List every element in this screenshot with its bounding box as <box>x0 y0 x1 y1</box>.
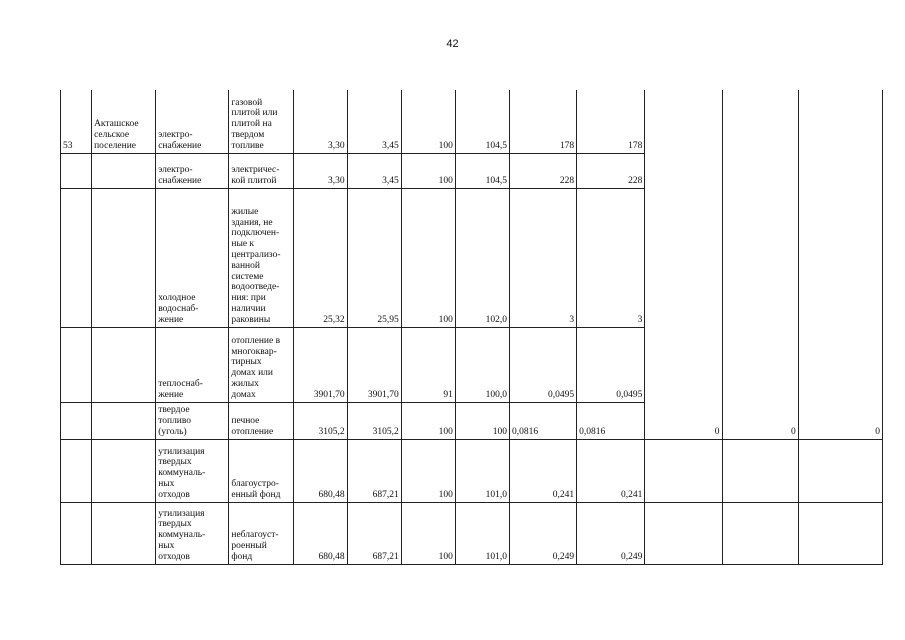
merged-value-cell: 0 <box>645 90 722 439</box>
value-cell: 0,249 <box>510 502 577 564</box>
empty-cell <box>798 439 882 502</box>
value-cell: 100 <box>401 153 455 188</box>
page-number: 42 <box>446 38 459 50</box>
service-cell: утилизация твердых коммуналь- ных отходов <box>156 439 229 502</box>
value-cell: 687,21 <box>347 502 401 564</box>
value-cell: 100 <box>455 402 509 439</box>
value-cell: 102,0 <box>455 188 509 327</box>
value-cell: 3,45 <box>347 153 401 188</box>
value-cell: 0,249 <box>577 502 645 564</box>
row-number <box>61 402 92 439</box>
value-cell: 3901,70 <box>347 327 401 402</box>
value-cell: 25,95 <box>347 188 401 327</box>
value-cell: 0,241 <box>577 439 645 502</box>
value-cell: 0,0816 <box>577 402 645 439</box>
empty-cell <box>798 502 882 564</box>
value-cell: 228 <box>510 153 577 188</box>
value-cell: 0,0816 <box>510 402 577 439</box>
settlement-name: Акташское сельское поселение <box>92 90 156 153</box>
row-number <box>61 502 92 564</box>
value-cell: 3 <box>510 188 577 327</box>
settlement-name <box>92 327 156 402</box>
value-cell: 100 <box>401 90 455 153</box>
service-cell: холодное водоснаб- жение <box>156 188 229 327</box>
settlement-name <box>92 153 156 188</box>
settlement-name <box>92 188 156 327</box>
value-cell: 680,48 <box>293 502 347 564</box>
tariff-table <box>60 90 883 565</box>
row-number <box>61 188 92 327</box>
value-cell: 178 <box>577 90 645 153</box>
empty-cell <box>645 439 722 502</box>
description-cell: благоустро- енный фонд <box>229 439 293 502</box>
value-cell: 100 <box>401 188 455 327</box>
settlement-name <box>92 502 156 564</box>
value-cell: 3,30 <box>293 153 347 188</box>
value-cell: 0,0495 <box>577 327 645 402</box>
empty-cell <box>722 502 798 564</box>
value-cell: 680,48 <box>293 439 347 502</box>
value-cell: 100 <box>401 439 455 502</box>
value-cell: 687,21 <box>347 439 401 502</box>
description-cell: печное отопление <box>229 402 293 439</box>
table-row <box>61 439 883 502</box>
table-row <box>61 502 883 564</box>
service-cell: теплоснаб- жение <box>156 327 229 402</box>
service-cell: твердое топливо (уголь) <box>156 402 229 439</box>
value-cell: 91 <box>401 327 455 402</box>
value-cell: 0,241 <box>510 439 577 502</box>
row-number: 53 <box>61 90 92 153</box>
merged-value-cell: 0 <box>798 90 882 439</box>
value-cell: 3901,70 <box>293 327 347 402</box>
value-cell: 3 <box>577 188 645 327</box>
value-cell: 101,0 <box>455 439 509 502</box>
value-cell: 104,5 <box>455 90 509 153</box>
description-cell: газовой плитой или плитой на твердом топливе <box>229 90 293 153</box>
row-number <box>61 439 92 502</box>
value-cell: 100 <box>401 402 455 439</box>
value-cell: 3105,2 <box>347 402 401 439</box>
empty-cell <box>645 502 722 564</box>
row-number <box>61 153 92 188</box>
table-row <box>61 90 883 153</box>
service-cell: утилизация твердых коммуналь- ных отходов <box>156 502 229 564</box>
value-cell: 178 <box>510 90 577 153</box>
value-cell: 25,32 <box>293 188 347 327</box>
settlement-name <box>92 439 156 502</box>
settlement-name <box>92 402 156 439</box>
description-cell: отопление в многоквар- тирных домах или жилых домах <box>229 327 293 402</box>
value-cell: 101,0 <box>455 502 509 564</box>
value-cell: 104,5 <box>455 153 509 188</box>
value-cell: 0,0495 <box>510 327 577 402</box>
value-cell: 3105,2 <box>293 402 347 439</box>
service-cell: электро- снабжение <box>156 90 229 153</box>
value-cell: 228 <box>577 153 645 188</box>
description-cell: неблагоуст- роенный фонд <box>229 502 293 564</box>
description-cell: жилые здания, не подключен- ные к централизо- ванной системе водоотведе- ния: при наличии раковины <box>229 188 293 327</box>
value-cell: 3,30 <box>293 90 347 153</box>
empty-cell <box>722 439 798 502</box>
value-cell: 100,0 <box>455 327 509 402</box>
description-cell: электричес- кой плитой <box>229 153 293 188</box>
value-cell: 3,45 <box>347 90 401 153</box>
service-cell: электро- снабжение <box>156 153 229 188</box>
merged-value-cell: 0 <box>722 90 798 439</box>
row-number <box>61 327 92 402</box>
value-cell: 100 <box>401 502 455 564</box>
